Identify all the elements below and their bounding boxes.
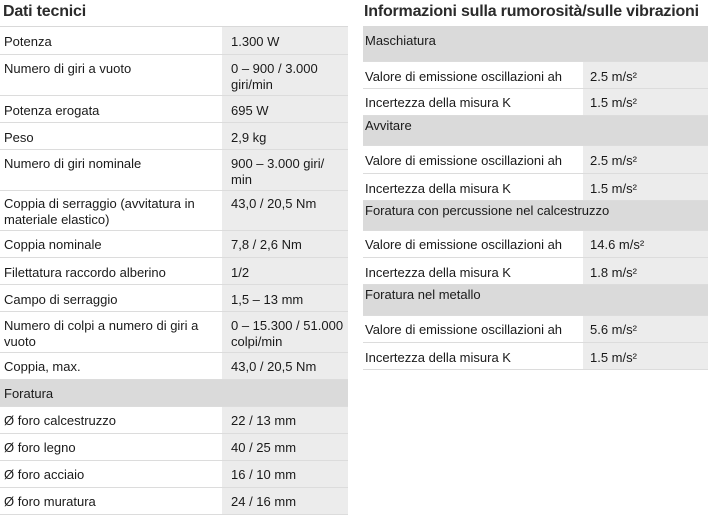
group-title: Maschiatura — [363, 27, 708, 61]
group-title: Foratura nel metallo — [363, 284, 708, 315]
spec-label: Coppia, max. — [0, 352, 222, 379]
spec-label: Numero di colpi a numero di giri a vuoto — [0, 311, 222, 352]
table-row — [0, 433, 348, 460]
table-row — [363, 257, 708, 284]
table-row — [0, 95, 348, 122]
vibration-value: 2.5 m/s² — [583, 61, 708, 88]
section-title: Foratura — [0, 379, 348, 406]
table-row — [363, 61, 708, 88]
spec-label: Ø foro calcestruzzo — [0, 406, 222, 433]
vibration-value: 1.5 m/s² — [583, 88, 708, 115]
spec-value: 43,0 / 20,5 Nm — [222, 352, 348, 379]
spec-label: Potenza erogata — [0, 95, 222, 122]
section-header-row — [0, 379, 348, 406]
table-row — [363, 230, 708, 257]
technical-data-table — [0, 27, 348, 515]
spec-value: 2,9 kg — [222, 122, 348, 149]
vibration-value: 1.5 m/s² — [583, 342, 708, 369]
vibration-value: 1.8 m/s² — [583, 257, 708, 284]
spec-label: Numero di giri a vuoto — [0, 54, 222, 95]
spec-label: Numero di giri nominale — [0, 149, 222, 190]
spec-value: 24 / 16 mm — [222, 487, 348, 514]
group-header-row — [363, 200, 708, 230]
spec-value: 22 / 13 mm — [222, 406, 348, 433]
vibration-label: Valore di emissione oscillazioni ah — [363, 315, 583, 342]
noise-vibration-panel — [363, 0, 708, 370]
spec-value: 40 / 25 mm — [222, 433, 348, 460]
spec-label: Coppia di serraggio (avvitatura in materiale elastico) — [0, 190, 222, 230]
table-row — [363, 315, 708, 342]
table-row — [363, 88, 708, 115]
spec-value: 1.300 W — [222, 27, 348, 54]
spec-label: Campo di serraggio — [0, 284, 222, 311]
vibration-label: Incertezza della misura K — [363, 342, 583, 369]
noise-vibration-title: Informazioni sulla rumorosità/sulle vibrazioni — [363, 0, 708, 27]
spec-value: 0 – 900 / 3.000 giri/min — [222, 54, 348, 95]
spec-value: 16 / 10 mm — [222, 460, 348, 487]
vibration-label: Incertezza della misura K — [363, 257, 583, 284]
table-row — [363, 342, 708, 369]
noise-vibration-table — [363, 27, 708, 370]
group-header-row — [363, 115, 708, 145]
group-header-row — [363, 284, 708, 315]
technical-data-panel — [0, 0, 348, 515]
vibration-value: 1.5 m/s² — [583, 173, 708, 200]
table-row — [0, 257, 348, 284]
spec-value: 7,8 / 2,6 Nm — [222, 230, 348, 257]
table-row — [0, 54, 348, 95]
vibration-label: Incertezza della misura K — [363, 88, 583, 115]
spec-value: 43,0 / 20,5 Nm — [222, 190, 348, 230]
table-row — [0, 190, 348, 230]
spec-value: 900 – 3.000 giri/ min — [222, 149, 348, 190]
table-row — [0, 487, 348, 514]
spec-value: 0 – 15.300 / 51.000 colpi/min — [222, 311, 348, 352]
group-title: Foratura con percussione nel calcestruzzo — [363, 200, 708, 230]
spec-value: 695 W — [222, 95, 348, 122]
technical-data-title: Dati tecnici — [0, 0, 348, 27]
table-row — [0, 149, 348, 190]
group-header-row — [363, 27, 708, 61]
table-row — [0, 311, 348, 352]
table-row — [0, 27, 348, 54]
table-row — [363, 173, 708, 200]
table-row — [0, 406, 348, 433]
spec-label: Potenza — [0, 27, 222, 54]
spec-label: Filettatura raccordo alberino — [0, 257, 222, 284]
table-row — [0, 230, 348, 257]
table-row — [0, 460, 348, 487]
spec-label: Ø foro muratura — [0, 487, 222, 514]
vibration-value: 14.6 m/s² — [583, 230, 708, 257]
vibration-label: Incertezza della misura K — [363, 173, 583, 200]
spec-value: 1,5 – 13 mm — [222, 284, 348, 311]
vibration-label: Valore di emissione oscillazioni ah — [363, 230, 583, 257]
vibration-label: Valore di emissione oscillazioni ah — [363, 145, 583, 173]
table-row — [0, 122, 348, 149]
spec-label: Peso — [0, 122, 222, 149]
spec-label: Ø foro legno — [0, 433, 222, 460]
vibration-value: 5.6 m/s² — [583, 315, 708, 342]
spec-value: 1/2 — [222, 257, 348, 284]
table-row — [0, 284, 348, 311]
table-row — [363, 145, 708, 173]
spec-label: Coppia nominale — [0, 230, 222, 257]
table-row — [0, 352, 348, 379]
vibration-label: Valore di emissione oscillazioni ah — [363, 61, 583, 88]
spec-label: Ø foro acciaio — [0, 460, 222, 487]
vibration-value: 2.5 m/s² — [583, 145, 708, 173]
group-title: Avvitare — [363, 115, 708, 145]
